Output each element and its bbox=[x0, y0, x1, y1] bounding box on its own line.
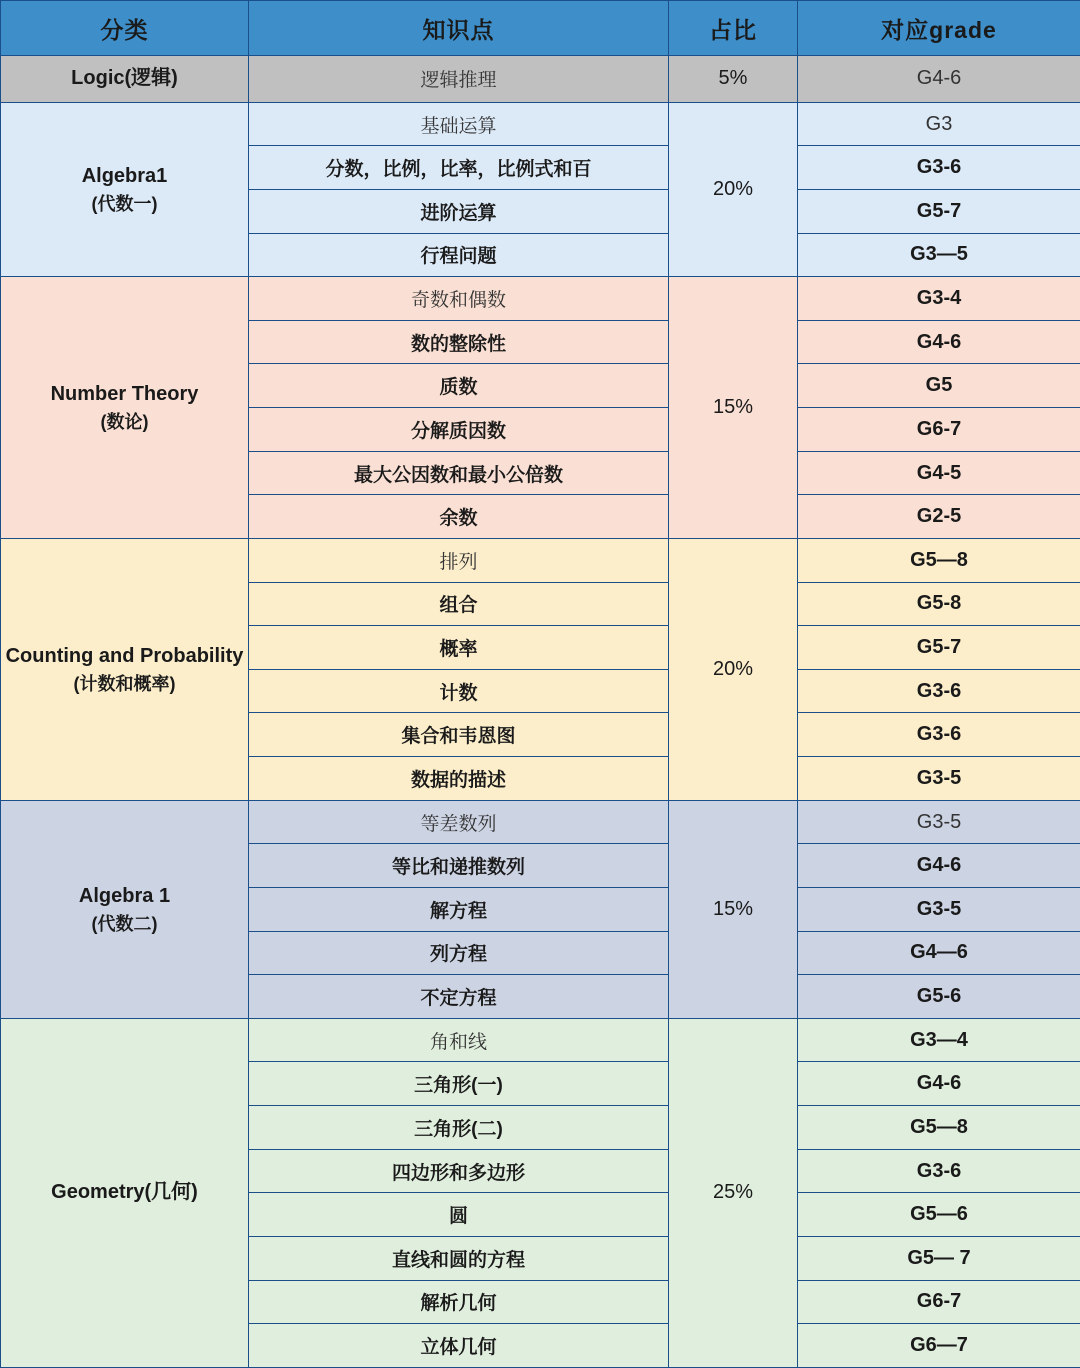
topic-cell: 立体几何 bbox=[249, 1324, 669, 1368]
topic-cell: 角和线 bbox=[249, 1018, 669, 1062]
grade-cell: G3-6 bbox=[798, 146, 1080, 190]
category-cell bbox=[1, 1018, 249, 1367]
topic-cell: 余数 bbox=[249, 495, 669, 539]
grade-cell: G5—8 bbox=[798, 538, 1080, 582]
category-cell bbox=[1, 102, 249, 277]
category-sublabel: (代数二) bbox=[91, 913, 158, 934]
header-category: 分类 bbox=[1, 1, 249, 56]
topic-cell: 质数 bbox=[249, 364, 669, 408]
category-cell bbox=[1, 277, 249, 539]
topic-cell: 奇数和偶数 bbox=[249, 277, 669, 321]
table-row bbox=[1, 1018, 1080, 1062]
grade-cell: G5-8 bbox=[798, 582, 1080, 626]
topic-cell: 数据的描述 bbox=[249, 757, 669, 801]
topic-cell: 数的整除性 bbox=[249, 320, 669, 364]
category-label: Logic(逻辑) bbox=[71, 67, 178, 90]
topic-cell: 等差数列 bbox=[249, 800, 669, 844]
grade-cell: G5—8 bbox=[798, 1106, 1080, 1150]
grade-cell: G4-6 bbox=[798, 56, 1080, 103]
category-cell bbox=[1, 800, 249, 1018]
grade-cell: G3-4 bbox=[798, 277, 1080, 321]
topic-cell: 最大公因数和最小公倍数 bbox=[249, 451, 669, 495]
grade-cell: G3—5 bbox=[798, 233, 1080, 277]
grade-cell: G3-5 bbox=[798, 887, 1080, 931]
percent-cell: 15% bbox=[669, 800, 798, 1018]
category-label: Algebra1 bbox=[81, 164, 168, 187]
table-row bbox=[1, 277, 1080, 321]
topic-cell: 三角形(二) bbox=[249, 1106, 669, 1150]
grade-cell: G6-7 bbox=[798, 408, 1080, 452]
table-row bbox=[1, 102, 1080, 146]
topic-cell: 直线和圆的方程 bbox=[249, 1236, 669, 1280]
grade-cell: G3 bbox=[798, 102, 1080, 146]
grade-cell: G2-5 bbox=[798, 495, 1080, 539]
topic-cell: 分数，比例，比率，比例式和百 bbox=[249, 146, 669, 190]
grade-cell: G4-6 bbox=[798, 320, 1080, 364]
topic-cell: 解方程 bbox=[249, 887, 669, 931]
grade-cell: G5 bbox=[798, 364, 1080, 408]
grade-cell: G3—4 bbox=[798, 1018, 1080, 1062]
category-sublabel: (代数一) bbox=[91, 193, 158, 214]
header-grade: 对应grade bbox=[798, 1, 1080, 56]
category-cell bbox=[1, 56, 249, 103]
percent-cell: 25% bbox=[669, 1018, 798, 1367]
grade-cell: G4-6 bbox=[798, 844, 1080, 888]
percent-cell: 15% bbox=[669, 277, 798, 539]
header-row bbox=[1, 1, 1080, 56]
topic-cell: 不定方程 bbox=[249, 975, 669, 1019]
grade-cell: G3-6 bbox=[798, 713, 1080, 757]
category-cell bbox=[1, 538, 249, 800]
topic-cell: 逻辑推理 bbox=[249, 56, 669, 103]
table-body bbox=[1, 56, 1080, 1368]
grade-cell: G4—6 bbox=[798, 931, 1080, 975]
percent-cell: 5% bbox=[669, 56, 798, 103]
category-sublabel: (计数和概率) bbox=[73, 673, 176, 694]
table-row bbox=[1, 800, 1080, 844]
grade-cell: G4-6 bbox=[798, 1062, 1080, 1106]
category-label: Algebra 1 bbox=[78, 884, 171, 907]
topic-cell: 集合和韦恩图 bbox=[249, 713, 669, 757]
percent-cell: 20% bbox=[669, 538, 798, 800]
topic-cell: 排列 bbox=[249, 538, 669, 582]
grade-cell: G6—7 bbox=[798, 1324, 1080, 1368]
topic-cell: 三角形(一) bbox=[249, 1062, 669, 1106]
grade-cell: G3-6 bbox=[798, 1149, 1080, 1193]
topic-cell: 概率 bbox=[249, 626, 669, 670]
topic-cell: 行程问题 bbox=[249, 233, 669, 277]
grade-cell: G5— 7 bbox=[798, 1236, 1080, 1280]
topic-cell: 解析几何 bbox=[249, 1280, 669, 1324]
topic-cell: 圆 bbox=[249, 1193, 669, 1237]
table-header bbox=[1, 1, 1080, 56]
topic-cell: 列方程 bbox=[249, 931, 669, 975]
category-label: Number Theory bbox=[50, 383, 199, 406]
topic-cell: 分解质因数 bbox=[249, 408, 669, 452]
topic-cell: 四边形和多边形 bbox=[249, 1149, 669, 1193]
header-topic: 知识点 bbox=[249, 1, 669, 56]
percent-cell: 20% bbox=[669, 102, 798, 277]
grade-cell: G3-5 bbox=[798, 800, 1080, 844]
grade-cell: G4-5 bbox=[798, 451, 1080, 495]
grade-cell: G5-7 bbox=[798, 626, 1080, 670]
grade-cell: G5-7 bbox=[798, 189, 1080, 233]
grade-cell: G5-6 bbox=[798, 975, 1080, 1019]
table-row bbox=[1, 538, 1080, 582]
grade-cell: G6-7 bbox=[798, 1280, 1080, 1324]
topic-cell: 等比和递推数列 bbox=[249, 844, 669, 888]
grade-cell: G3-5 bbox=[798, 757, 1080, 801]
topic-cell: 计数 bbox=[249, 669, 669, 713]
grade-cell: G3-6 bbox=[798, 669, 1080, 713]
category-label: Counting and Probability bbox=[5, 644, 244, 667]
category-sublabel: (数论) bbox=[100, 412, 149, 433]
table-row bbox=[1, 56, 1080, 103]
header-percent: 占比 bbox=[669, 1, 798, 56]
grade-cell: G5—6 bbox=[798, 1193, 1080, 1237]
topic-cell: 进阶运算 bbox=[249, 189, 669, 233]
category-label: Geometry(几何) bbox=[51, 1181, 198, 1204]
topic-cell: 基础运算 bbox=[249, 102, 669, 146]
topic-cell: 组合 bbox=[249, 582, 669, 626]
